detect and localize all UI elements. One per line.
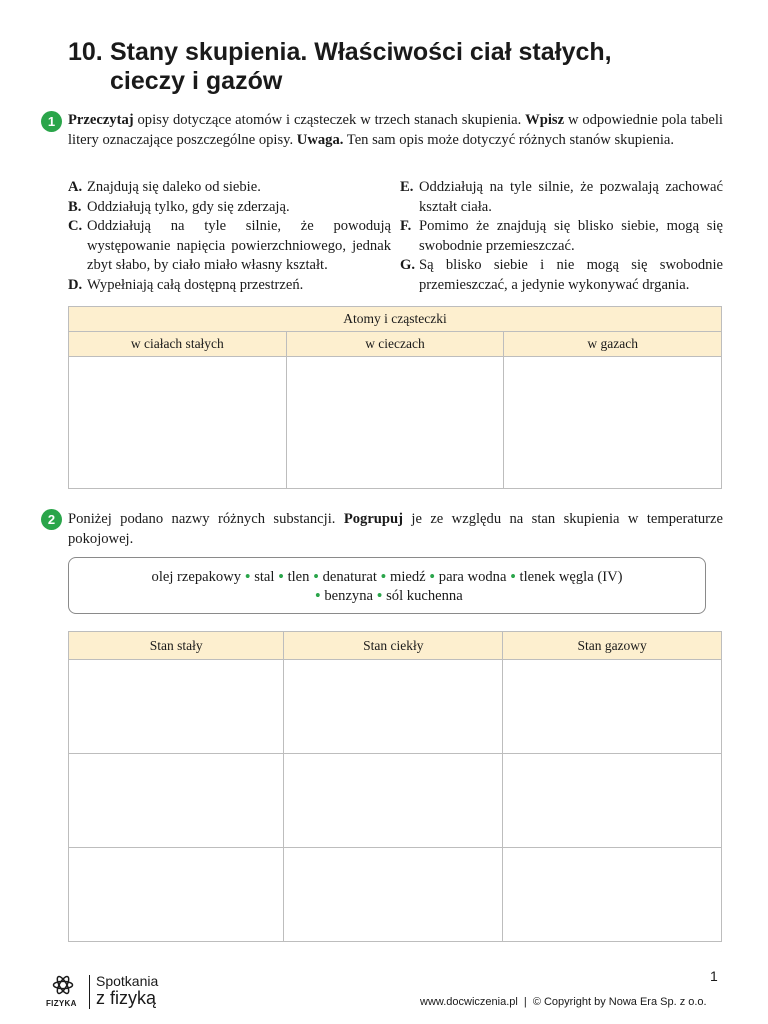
keyword-write: Wpisz <box>525 112 565 128</box>
substance-item: tlen <box>287 569 310 585</box>
instruction-text: je ze względu na stan skupienia w temperaturze pokojowej. <box>68 511 723 547</box>
substances-line-2 <box>69 587 705 606</box>
title-line-1: Stany skupienia. Właściwości ciał stałych, <box>110 38 612 66</box>
publisher-logo <box>46 973 176 1013</box>
option-label: A. <box>68 179 83 195</box>
option-e <box>400 178 723 217</box>
answer-cell-liquid[interactable] <box>284 754 503 848</box>
column-gas-state: Stan gazowy <box>503 632 722 660</box>
task-2-instruction <box>68 509 723 549</box>
keyword-group: Pogrupuj <box>343 511 404 527</box>
option-d <box>68 276 391 296</box>
options-left-column <box>68 178 391 296</box>
answer-cell-gas[interactable] <box>503 660 722 754</box>
instruction-text: Ten sam opis może dotyczyć różnych stanów skupienia. <box>343 132 675 148</box>
footer-copyright <box>420 996 707 1008</box>
lesson-number: 10. <box>68 38 103 66</box>
instruction-text: Poniżej podano nazwy różnych substancji. <box>68 511 344 527</box>
bullet-dot: • <box>245 569 251 585</box>
footer-separator: | <box>523 996 527 1008</box>
options-right-column <box>400 178 723 296</box>
answer-cell-gas[interactable] <box>503 848 722 942</box>
option-label: D. <box>68 276 83 293</box>
instruction-text: opisy dotyczące atomów i cząsteczek w trzech stanach skupienia. <box>133 112 526 128</box>
task-1-badge: 1 <box>41 111 62 132</box>
substance-item: sól kuchenna <box>386 588 463 604</box>
bullet-dot: • <box>380 569 386 585</box>
atoms-table-header: Atomy i cząsteczki <box>69 307 722 332</box>
bullet-dot: • <box>278 569 284 585</box>
option-text: Wypełniają całą dostępną przestrzeń. <box>87 276 304 293</box>
substance-item: para wodna <box>438 569 507 585</box>
column-solids: w ciałach stałych <box>69 332 287 357</box>
bullet-dot: • <box>315 588 321 604</box>
option-a <box>68 178 391 198</box>
option-label: F. <box>400 218 412 235</box>
option-label: E. <box>400 179 414 195</box>
substances-box <box>68 557 706 614</box>
bullet-dot: • <box>377 588 383 604</box>
option-c <box>68 217 391 276</box>
bullet-dot: • <box>429 569 435 585</box>
answer-cell-liquid[interactable] <box>284 848 503 942</box>
answer-cell-solid[interactable] <box>69 754 284 848</box>
title-line-2: cieczy i gazów <box>110 67 283 95</box>
substance-item: tlenek węgla (IV) <box>519 569 623 585</box>
option-text: Oddziałują na tyle silnie, że powodują występowanie napięcia powierzchniowego, jednak zbyt słabo, by ciało miało własny kształt. <box>87 218 391 274</box>
option-text: Pomimo że znajdują się blisko siebie, mogą się swobodnie przemieszczać. <box>419 218 723 254</box>
keyword-note: Uwaga. <box>296 132 344 148</box>
task-2-badge: 2 <box>41 509 62 530</box>
keyword-read: Przeczytaj <box>68 112 134 128</box>
answer-cell-gas[interactable] <box>503 754 722 848</box>
substance-item: benzyna <box>324 588 373 604</box>
column-solid-state: Stan stały <box>69 632 284 660</box>
answer-cell-liquids[interactable] <box>286 357 504 489</box>
bullet-dot: • <box>510 569 516 585</box>
column-liquids: w cieczach <box>286 332 504 357</box>
option-text: Oddziałują na tyle silnie, że pozwalają zachować kształt ciała. <box>419 179 723 215</box>
option-b <box>68 198 391 218</box>
substance-item: denaturat <box>322 569 377 585</box>
option-label: B. <box>68 198 82 215</box>
option-label: G. <box>400 257 415 274</box>
option-label: C. <box>68 218 83 235</box>
logo-subject: FIZYKA <box>46 999 77 1008</box>
logo-line-2: z fizyką <box>96 988 157 1008</box>
atom-icon <box>52 974 74 996</box>
page-number: 1 <box>710 968 718 984</box>
bullet-dot: • <box>313 569 319 585</box>
column-liquid-state: Stan ciekły <box>284 632 503 660</box>
answer-cell-gases[interactable] <box>504 357 722 489</box>
answer-cell-solid[interactable] <box>69 660 284 754</box>
substance-item: stal <box>254 569 275 585</box>
answer-cell-solid[interactable] <box>69 848 284 942</box>
option-f <box>400 217 723 256</box>
logo-divider <box>89 975 90 1009</box>
website-link[interactable]: www.docwiczenia.pl <box>420 996 518 1008</box>
option-g <box>400 256 723 295</box>
page-title <box>68 38 728 96</box>
option-text: Są blisko siebie i nie mogą się swobodnie przemieszczać, a jedynie wykonywać drgania. <box>419 257 723 293</box>
answer-cell-liquid[interactable] <box>284 660 503 754</box>
instruction-text: w odpowiednie pola tabeli litery oznaczające poszczególne opisy. <box>68 112 723 148</box>
atoms-table <box>68 306 722 489</box>
substance-item: miedź <box>389 569 426 585</box>
answer-cell-solids[interactable] <box>69 357 287 489</box>
logo-line-1: Spotkania <box>96 973 159 989</box>
option-text: Znajdują się daleko od siebie. <box>87 179 261 195</box>
substances-line-1 <box>69 568 705 587</box>
copyright-text: © Copyright by Nowa Era Sp. z o.o. <box>532 996 707 1008</box>
substance-item: olej rzepakowy <box>151 569 242 585</box>
states-table <box>68 631 722 942</box>
task-1-instruction <box>68 110 723 150</box>
column-gases: w gazach <box>504 332 722 357</box>
option-text: Oddziałują tylko, gdy się zderzają. <box>87 198 290 215</box>
